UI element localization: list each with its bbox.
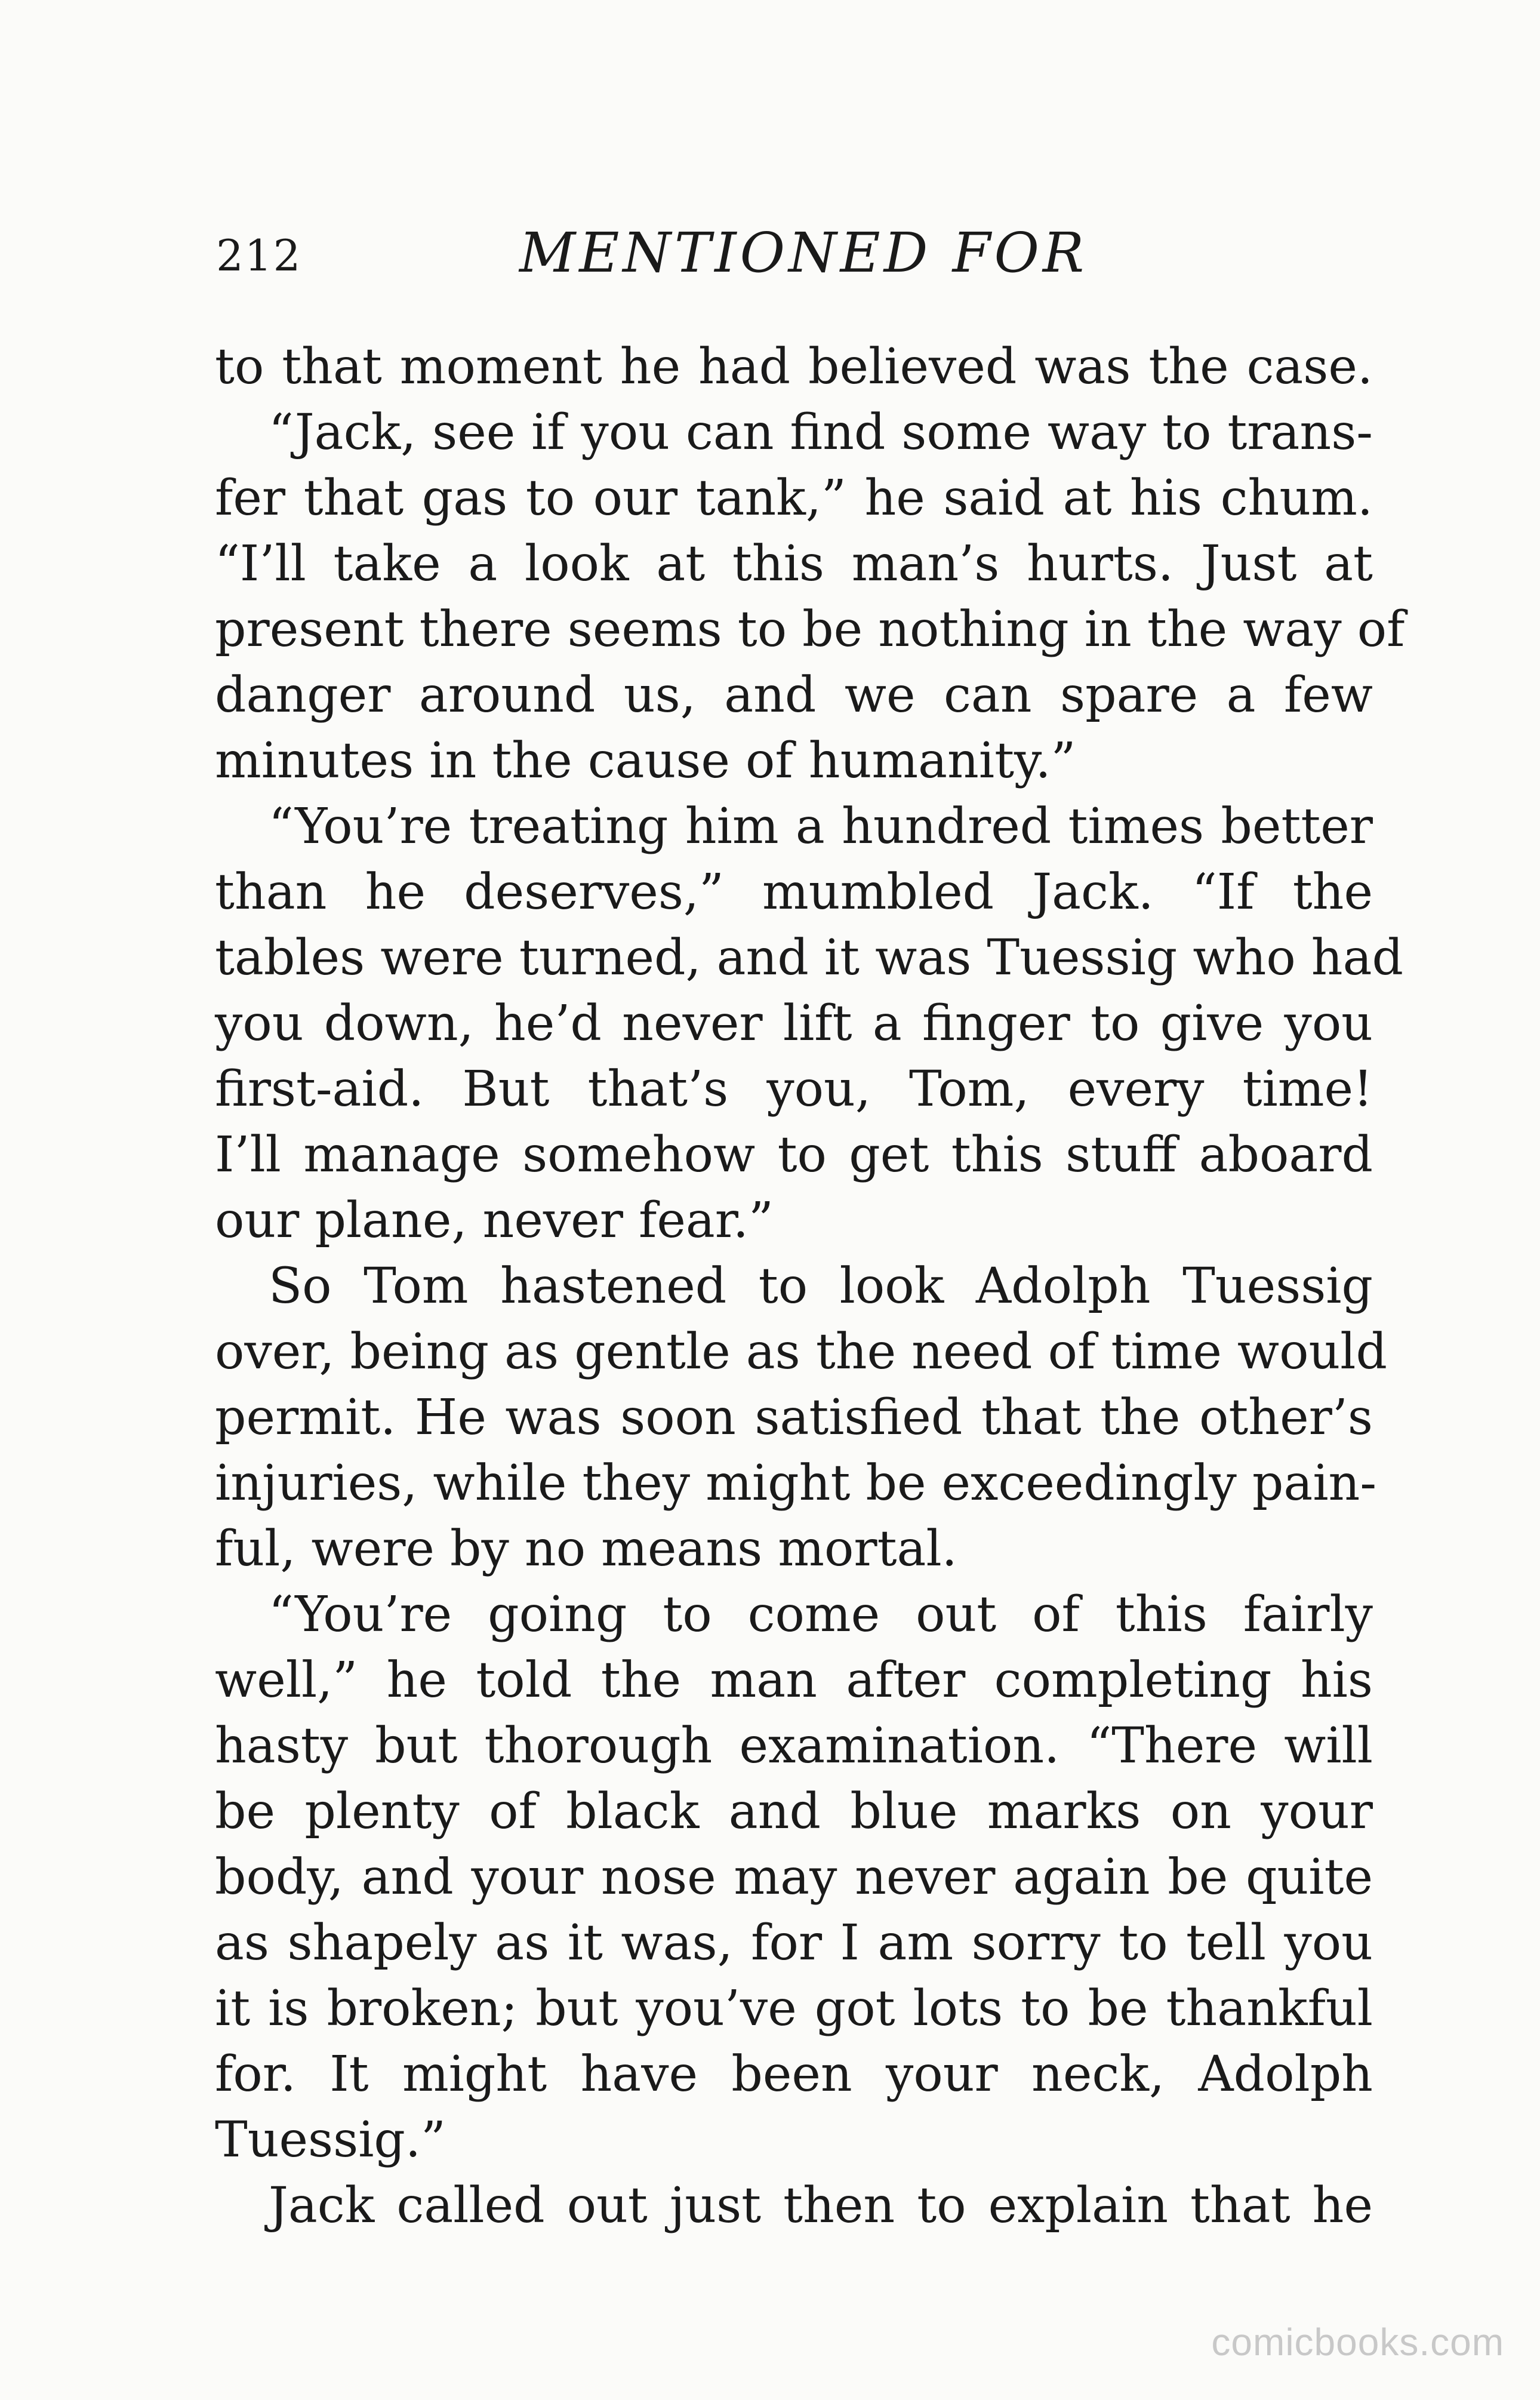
running-title: MENTIONED FOR — [519, 221, 1088, 285]
running-head — [216, 221, 1368, 287]
text-line: So Tom hastened to look Adolph Tuessig — [269, 1258, 1373, 1315]
text-line: present there seems to be nothing in the way of — [215, 601, 1405, 658]
text-line: ful, were by no means mortal. — [215, 1521, 957, 1577]
watermark: comicbooks.com — [1211, 2321, 1504, 2364]
text-line: Tuessig.” — [215, 2112, 446, 2168]
text-line: first-aid. But that’s you, Tom, every time! — [215, 1061, 1373, 1118]
text-line: Jack called out just then to explain that he — [269, 2177, 1373, 2234]
text-line: as shapely as it was, for I am sorry to tell you — [215, 1915, 1373, 1971]
text-line: tables were turned, and it was Tuessig who had — [215, 930, 1403, 986]
text-line: “You’re going to come out of this fairly — [269, 1586, 1373, 1643]
text-line: minutes in the cause of humanity.” — [215, 733, 1076, 789]
text-line: “I’ll take a look at this man’s hurts. Just at — [215, 536, 1373, 592]
text-line: for. It might have been your neck, Adolph — [215, 2046, 1373, 2103]
text-line: well,” he told the man after completing his — [215, 1652, 1373, 1709]
text-line: I’ll manage somehow to get this stuff aboard — [215, 1127, 1373, 1183]
text-line: our plane, never fear.” — [215, 1192, 774, 1249]
text-line: than he deserves,” mumbled Jack. “If the — [215, 864, 1373, 921]
text-line: permit. He was soon satisfied that the other’s — [215, 1389, 1373, 1446]
text-line: over, being as gentle as the need of time would — [215, 1324, 1387, 1380]
text-line: “You’re treating him a hundred times better — [269, 798, 1373, 855]
text-line: danger around us, and we can spare a few — [215, 667, 1373, 724]
text-line: you down, he’d never lift a finger to give you — [215, 995, 1373, 1052]
text-line: be plenty of black and blue marks on your — [215, 1783, 1373, 1840]
page-number: 212 — [216, 230, 302, 281]
text-line: injuries, while they might be exceedingly pain- — [215, 1455, 1377, 1512]
text-line: it is broken; but you’ve got lots to be thankful — [215, 1980, 1373, 2037]
text-line: “Jack, see if you can find some way to trans- — [269, 404, 1373, 461]
text-line: body, and your nose may never again be quite — [215, 1849, 1373, 1906]
body-text — [215, 334, 1405, 2239]
text-line: to that moment he had believed was the case. — [215, 339, 1373, 395]
text-line: fer that gas to our tank,” he said at his chum. — [215, 470, 1373, 527]
text-line: hasty but thorough examination. “There will — [215, 1718, 1373, 1774]
